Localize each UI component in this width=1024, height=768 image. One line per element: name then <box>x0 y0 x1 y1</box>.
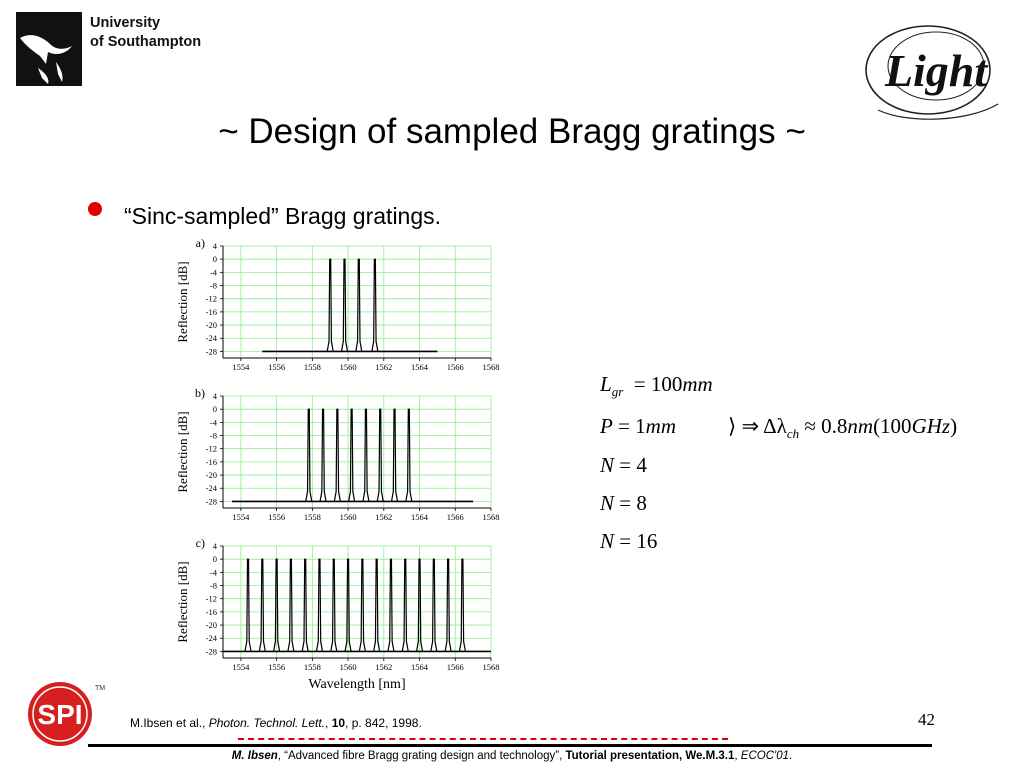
chart-panel-2 <box>175 386 500 522</box>
footer-dashed-rule <box>238 738 728 740</box>
university-name-line1: University <box>90 15 161 31</box>
x-tick-label: 1562 <box>375 662 393 672</box>
eq-approx-val: ≈ 0.8 <box>804 414 848 438</box>
light-logo-text: Light <box>884 45 988 96</box>
slide-title: ~ Design of sampled Bragg gratings ~ <box>218 112 806 151</box>
y-tick-label: -12 <box>205 443 217 454</box>
reflection-peak <box>341 259 347 351</box>
y-tick-label: -16 <box>205 606 217 617</box>
x-tick-label: 1554 <box>232 662 250 672</box>
eq-lgr-var: L <box>600 372 612 396</box>
y-tick-label: 0 <box>212 404 217 415</box>
y-tick-label: -20 <box>205 320 217 331</box>
x-tick-label: 1568 <box>482 512 500 522</box>
reflection-charts <box>170 236 515 706</box>
x-tick-label: 1560 <box>339 662 357 672</box>
y-tick-label: -20 <box>205 470 217 481</box>
footer <box>0 750 1024 762</box>
reflection-peak <box>306 409 312 501</box>
reflection-peak <box>288 559 294 651</box>
reflection-peak <box>320 409 326 501</box>
dolphin-logo-icon <box>16 12 82 86</box>
x-tick-label: 1568 <box>482 362 500 372</box>
reflection-peak <box>392 409 398 501</box>
eq-ghz-close: ) <box>950 414 958 438</box>
y-tick-label: -4 <box>209 267 217 278</box>
reflection-peak <box>316 559 322 651</box>
university-name-line2: of Southampton <box>90 34 202 50</box>
footer-title: , “Advanced fibre Bragg grating design and technology”, <box>277 750 566 762</box>
eq-n1-val: 4 <box>636 453 647 477</box>
reflection-peak <box>331 559 337 651</box>
x-axis-label: Wavelength [nm] <box>308 677 406 692</box>
footer-conference: ECOC'01 <box>740 750 789 762</box>
x-tick-label: 1564 <box>411 512 429 522</box>
x-tick-label: 1566 <box>446 512 464 522</box>
charts-area <box>170 236 515 711</box>
chart-panel-1 <box>175 236 500 372</box>
equation-spacing <box>728 414 957 442</box>
y-tick-label: -28 <box>205 496 217 507</box>
citation-authors: M.Ibsen et al., <box>130 716 209 730</box>
bullet-icon <box>88 202 102 216</box>
x-tick-label: 1556 <box>268 362 286 372</box>
y-axis-label: Reflection [dB] <box>175 561 190 643</box>
y-tick-label: 4 <box>212 541 217 551</box>
citation-rest: , p. 842, 1998. <box>345 716 422 730</box>
footer-sep: , <box>734 750 741 762</box>
y-tick-label: 4 <box>212 241 217 251</box>
reflection-peak <box>459 559 465 651</box>
x-tick-label: 1558 <box>303 662 321 672</box>
y-axis-label: Reflection [dB] <box>175 261 190 343</box>
y-tick-label: 4 <box>212 391 217 401</box>
x-tick-label: 1554 <box>232 512 250 522</box>
y-tick-label: -24 <box>205 633 217 644</box>
y-tick-label: -24 <box>205 483 217 494</box>
reflection-peak <box>431 559 437 651</box>
footer-session: Tutorial presentation, We.M.3.1 <box>565 750 735 762</box>
panel-label: c) <box>195 536 205 550</box>
bullet-text: “Sinc-sampled” Bragg gratings. <box>124 203 442 229</box>
eq-approx-unit: nm <box>847 414 874 438</box>
eq-ghz-open: (100 <box>873 414 912 438</box>
x-tick-label: 1562 <box>375 512 393 522</box>
reflection-peak <box>349 409 355 501</box>
equation-n3: N = 16 <box>600 529 658 553</box>
chart-panel-3 <box>175 536 500 692</box>
panel-label: b) <box>195 386 205 400</box>
citation-sep: , <box>325 716 332 730</box>
equation-n1: N = 4 <box>600 453 647 477</box>
footer-rule <box>88 744 932 747</box>
y-tick-label: 0 <box>212 254 217 265</box>
spi-tm: TM <box>94 685 106 692</box>
reflection-peak <box>445 559 451 651</box>
eq-n-var-1: N <box>600 453 615 477</box>
reflection-peak <box>245 559 251 651</box>
spi-logo <box>26 678 110 753</box>
eq-n-var-2: N <box>600 491 615 515</box>
citation-journal: Photon. Technol. Lett. <box>208 716 326 730</box>
x-tick-label: 1560 <box>339 362 357 372</box>
reflection-peak <box>372 259 378 351</box>
y-tick-label: -16 <box>205 306 217 317</box>
footer-end: . <box>789 750 793 762</box>
y-tick-label: -8 <box>209 580 217 591</box>
reflection-peak <box>327 259 333 351</box>
equation-p: P = 1mm <box>600 414 677 438</box>
panel-label: a) <box>195 236 205 250</box>
y-tick-label: -28 <box>205 346 217 357</box>
eq-lgr-sub: gr <box>611 384 624 400</box>
x-tick-label: 1566 <box>446 662 464 672</box>
reflection-peak <box>359 559 365 651</box>
x-tick-label: 1558 <box>303 512 321 522</box>
x-tick-label: 1562 <box>375 362 393 372</box>
y-tick-label: -4 <box>209 417 217 428</box>
reflection-peak <box>406 409 412 501</box>
eq-n3-val: 16 <box>636 529 658 553</box>
y-tick-label: -4 <box>209 567 217 578</box>
university-name <box>90 14 201 52</box>
eq-p-var: P <box>600 414 613 438</box>
x-tick-label: 1554 <box>232 362 250 372</box>
reflection-peak <box>302 559 308 651</box>
spi-logo-text: SPI <box>37 699 83 730</box>
eq-p-val: 1 <box>635 414 646 438</box>
x-tick-label: 1564 <box>411 362 429 372</box>
y-tick-label: -16 <box>205 456 217 467</box>
reflection-peak <box>363 409 369 501</box>
eq-ghz-unit: GHz <box>911 414 951 438</box>
x-tick-label: 1556 <box>268 512 286 522</box>
x-tick-label: 1560 <box>339 512 357 522</box>
eq-delta-sub: ch <box>786 426 800 442</box>
eq-lgr-val: 100 <box>650 372 683 396</box>
eq-n2-val: 8 <box>636 491 647 515</box>
reflection-peak <box>402 559 408 651</box>
y-axis-label: Reflection [dB] <box>175 411 190 493</box>
y-tick-label: -12 <box>205 293 217 304</box>
y-tick-label: 0 <box>212 554 217 565</box>
y-tick-label: -24 <box>205 333 217 344</box>
equation-n2: N = 8 <box>600 491 647 515</box>
y-tick-label: -8 <box>209 280 217 291</box>
reflection-peak <box>377 409 383 501</box>
reflection-peak <box>388 559 394 651</box>
reflection-peak <box>334 409 340 501</box>
reflection-peak <box>374 559 380 651</box>
eq-lgr-unit: mm <box>682 372 713 396</box>
footer-author: M. Ibsen <box>231 750 278 762</box>
x-tick-label: 1566 <box>446 362 464 372</box>
y-tick-label: -8 <box>209 430 217 441</box>
reflection-peak <box>259 559 265 651</box>
x-tick-label: 1556 <box>268 662 286 672</box>
x-tick-label: 1564 <box>411 662 429 672</box>
university-logo <box>16 12 82 91</box>
x-tick-label: 1558 <box>303 362 321 372</box>
eq-p-unit: mm <box>645 414 677 438</box>
eq-n-var-3: N <box>600 529 615 553</box>
y-tick-label: -12 <box>205 593 217 604</box>
y-tick-label: -28 <box>205 646 217 657</box>
citation-volume: 10 <box>331 716 346 730</box>
y-tick-label: -20 <box>205 620 217 631</box>
reflection-peak <box>356 259 362 351</box>
eq-implication: ⟩ ⇒ Δλ <box>728 414 787 438</box>
citation <box>130 716 422 730</box>
x-tick-label: 1568 <box>482 662 500 672</box>
equation-lgr: $L_{gr} = 100mm$ <box>600 372 713 400</box>
page-number: 42 <box>918 710 935 729</box>
